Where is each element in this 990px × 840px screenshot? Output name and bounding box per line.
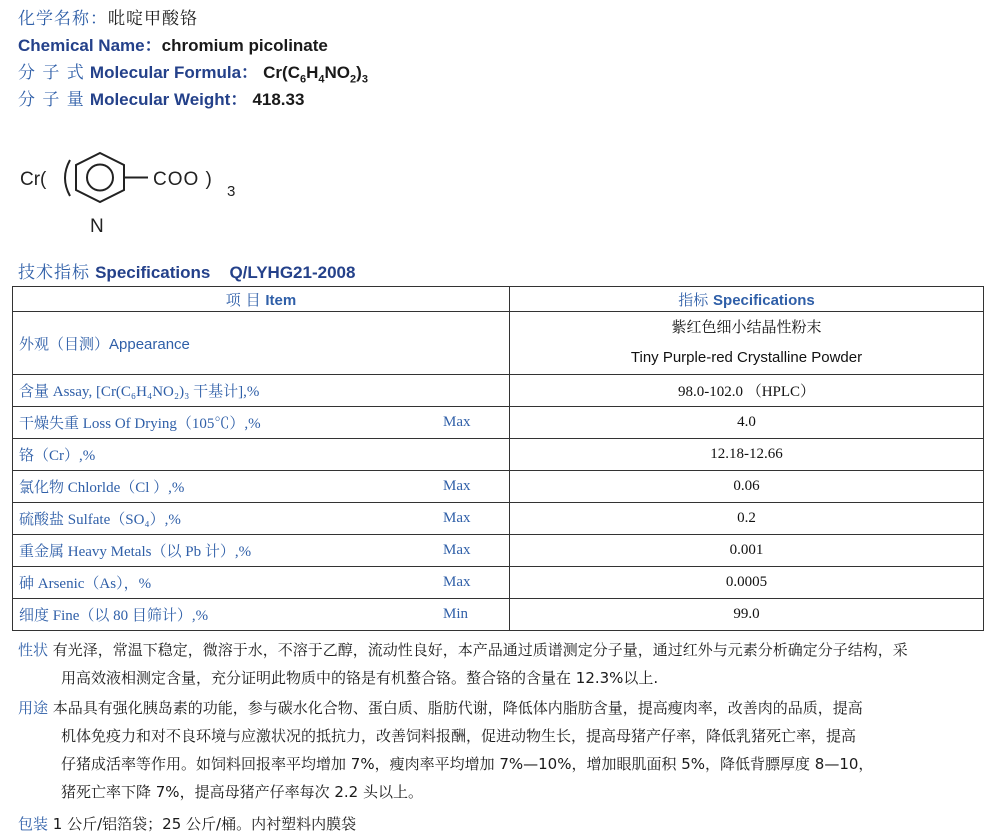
row-limit: Max [437,503,510,535]
header-item-en: Item [265,291,297,309]
spec-standard: Q/LYHG21-2008 [229,263,356,282]
table-row [13,375,984,407]
weight-en-label: Molecular Weight： [89,90,248,109]
row-value: 99.0 [510,599,984,631]
subscript-three: 3 [227,183,236,200]
usage-paragraph [18,694,978,806]
row-limit: Max [437,567,510,599]
header-spec [510,287,984,312]
usage-line3: 仔猪成活率等作用。如饲料回报率平均增加 7%，瘦肉率平均增加 7%—10%，增加眼肌面积 5%，降低背膘厚度 8—10， [61,755,874,773]
nitrogen-label: N [90,216,104,237]
usage-line2: 机体免疫力和对不良环境与应激状况的抵抗力，改善饲料报酬，促进动物生长，提高母猪产仔率，降低乳猪死亡率，提高 [61,727,857,745]
table-row [13,407,984,439]
weight-value: 418.33 [252,90,305,109]
row-value: 0.0005 [510,567,984,599]
row-limit [437,375,510,407]
row-value: 0.06 [510,471,984,503]
formula-cn-label: 分 子 式 [18,63,85,83]
row-label: 砷 Arsenic（As），% [13,567,438,599]
row-limit [437,439,510,471]
formula-value: $Cr(C_6H_4NO_2)_3$ [263,63,368,86]
row-label: 重金属 Heavy Metals（以 Pb 计）,% [13,535,438,567]
table-row [13,471,984,503]
row-limit: Min [437,599,510,631]
row-label: 含量 Assay, [Cr(C₆H₄NO₂)₃ 干基计],% [13,375,438,407]
row-limit: Max [437,535,510,567]
row-value [510,312,984,375]
packing-text: 1 公斤/铝箔袋；25 公斤/桶。内衬塑料内膜袋 [52,815,357,833]
properties-tag: 性状 [18,641,49,659]
coo-label: COO ) [153,169,213,190]
table-row [13,312,984,375]
table-row [13,535,984,567]
packing-tag: 包装 [18,815,49,833]
row-limit: Max [437,471,510,503]
spec-title-en: Specifications [95,263,211,282]
spec-table [12,286,984,631]
row-label [13,312,438,375]
chemical-name-cn-label: 化学名称： [18,9,108,29]
table-row [13,439,984,471]
row-limit [437,312,510,375]
header-item [13,287,510,312]
table-header-row [13,287,984,312]
spec-title-cn: 技术指标 [18,263,90,283]
usage-tag: 用途 [18,699,49,717]
cr-label: Cr( [20,169,47,190]
row-value: 0.001 [510,535,984,567]
properties-line1: 有光泽，常温下稳定，微溶于水，不溶于乙醇，流动性良好，本产品通过质谱测定分子量，通过红外与元素分析确定分子结构，采 [52,641,908,659]
molecular-weight [18,85,304,110]
table-row [13,599,984,631]
row-value: 98.0-102.0 （HPLC） [510,375,984,407]
row-value: 12.18-12.66 [510,439,984,471]
row-label: 铬（Cr）,% [13,439,438,471]
chemical-name-en-value: chromium picolinate [161,36,328,55]
header-spec-cn: 指标 [678,290,709,309]
chemical-name-en [18,31,328,56]
packing-paragraph [18,810,978,838]
spec-title [18,258,355,283]
usage-line4: 猪死亡率下降 7%，提高母猪产仔率每次 2.2 头以上。 [61,783,423,801]
row-label: 氯化物 Chlorlde（Cl ）,% [13,471,438,503]
formula-en-label: Molecular Formula： [89,63,259,82]
header-item-cn: 项 目 [225,290,261,309]
appearance-value-cn: 紫红色细小结晶性粉末 [671,319,822,336]
chemical-name-cn-value: 吡啶甲酸铬 [108,9,198,29]
structure-diagram [20,150,280,245]
pyridine-ring-icon [20,150,280,245]
molecular-formula [18,58,368,85]
row-value: 4.0 [510,407,984,439]
row-label: 硫酸盐 Sulfate（SO₄）,% [13,503,438,535]
appearance-label: 外观（目测）Appearance [19,335,190,353]
appearance-value-en: Tiny Purple-red Crystalline Powder [630,349,863,366]
properties-line2: 用高效液相测定含量，充分证明此物质中的铬是有机螯合铬。螯合铬的含量在 12.3%以上. [61,669,659,687]
usage-line1: 本品具有强化胰岛素的功能，参与碳水化合物、蛋白质、脂肪代谢，降低体内脂肪含量，提高瘦肉率，改善肉的品质，提高 [52,699,863,717]
chemical-name-cn [18,4,198,29]
row-value: 0.2 [510,503,984,535]
table-row [13,567,984,599]
weight-cn-label: 分 子 量 [18,90,85,110]
properties-paragraph [18,636,978,692]
table-row [13,503,984,535]
header-spec-en: Specifications [713,291,815,309]
row-limit: Max [437,407,510,439]
row-label: 细度 Fine（以 80 目筛计）,% [13,599,438,631]
chemical-name-en-label: Chemical Name： [18,36,162,55]
row-label: 干燥失重 Loss Of Drying（105℃）,% [13,407,438,439]
